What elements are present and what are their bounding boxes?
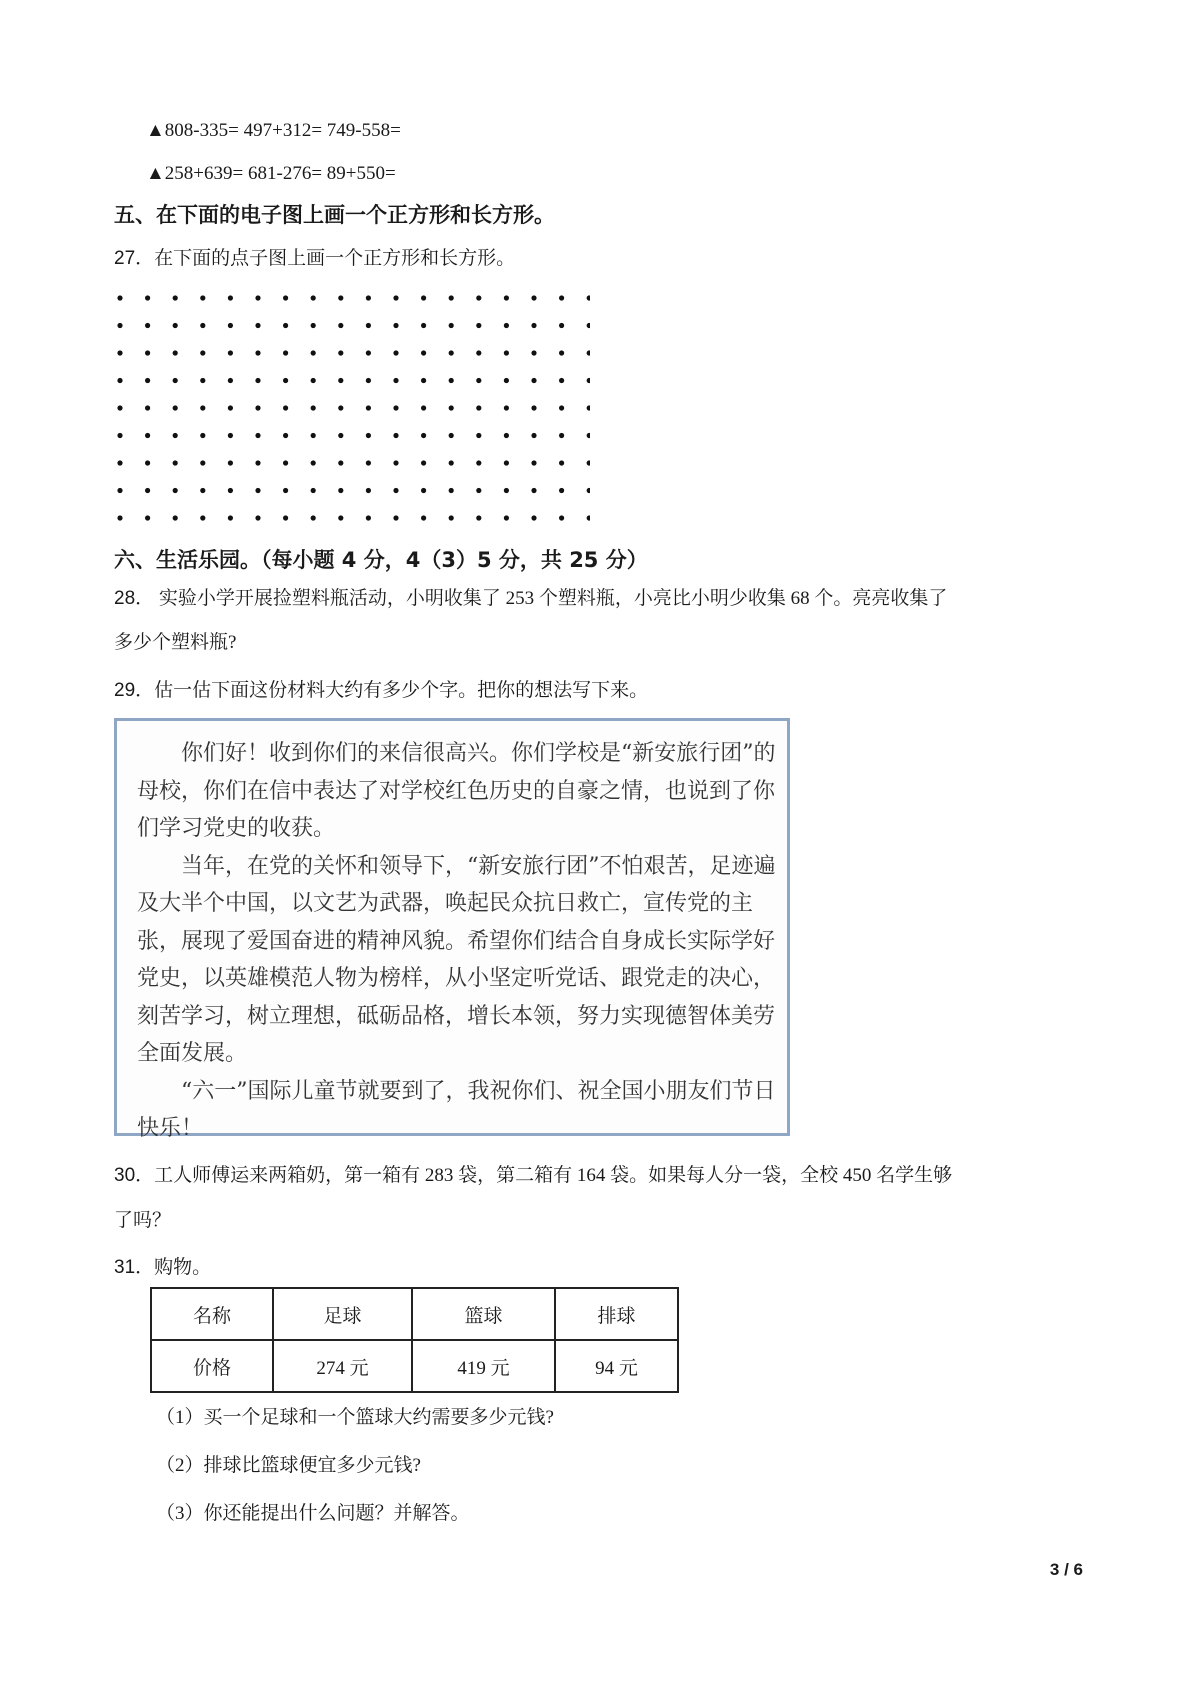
question-number: 31． (114, 1257, 155, 1278)
table-cell: 足球 (273, 1288, 412, 1340)
grid-dot[interactable] (228, 378, 233, 383)
grid-dot[interactable] (393, 323, 398, 328)
grid-dot[interactable] (145, 460, 150, 465)
grid-dot[interactable] (449, 323, 454, 328)
grid-dot[interactable] (366, 295, 371, 300)
grid-dot[interactable] (449, 378, 454, 383)
grid-dot[interactable] (117, 295, 122, 300)
grid-dot[interactable] (283, 350, 288, 355)
grid-dot[interactable] (283, 323, 288, 328)
grid-dot[interactable] (449, 515, 454, 520)
grid-dot[interactable] (311, 515, 316, 520)
grid-dot[interactable] (393, 515, 398, 520)
grid-dot[interactable] (255, 323, 260, 328)
grid-dot[interactable] (449, 488, 454, 493)
question-number: 30． (114, 1165, 155, 1186)
section-5-title: 五、在下面的电子图上画一个正方形和长方形。 (114, 203, 555, 227)
grid-dot[interactable] (476, 350, 481, 355)
grid-dot[interactable] (393, 460, 398, 465)
grid-dot[interactable] (145, 350, 150, 355)
grid-dot[interactable] (504, 378, 509, 383)
grid-dot[interactable] (504, 405, 509, 410)
grid-dot[interactable] (117, 378, 122, 383)
table-row (151, 1340, 678, 1392)
grid-dot[interactable] (228, 515, 233, 520)
grid-dot[interactable] (117, 433, 122, 438)
grid-dot[interactable] (531, 378, 536, 383)
grid-dot[interactable] (228, 460, 233, 465)
grid-dot[interactable] (421, 378, 426, 383)
grid-dot[interactable] (476, 515, 481, 520)
question-30 (114, 1160, 952, 1187)
grid-dot[interactable] (421, 488, 426, 493)
grid-dot[interactable] (366, 488, 371, 493)
section-6-title: 六、生活乐园。（每小题 4 分，4（3）5 分，共 25 分） (114, 548, 648, 572)
grid-dot[interactable] (255, 488, 260, 493)
grid-dot[interactable] (504, 488, 509, 493)
grid-dot[interactable] (587, 405, 590, 410)
table-cell: 274 元 (273, 1340, 412, 1392)
grid-dot[interactable] (366, 378, 371, 383)
table-cell: 419 元 (412, 1340, 555, 1392)
grid-dot[interactable] (559, 515, 564, 520)
calc-line-2: ▲258+639= 681-276= 89+550= (146, 163, 396, 184)
grid-dot[interactable] (587, 433, 590, 438)
table-cell: 排球 (555, 1288, 678, 1340)
grid-dot[interactable] (283, 295, 288, 300)
grid-dot[interactable] (559, 405, 564, 410)
grid-dot[interactable] (255, 350, 260, 355)
grid-dot[interactable] (338, 515, 343, 520)
grid-dot[interactable] (366, 433, 371, 438)
grid-dot[interactable] (366, 460, 371, 465)
grid-dot[interactable] (145, 405, 150, 410)
grid-dot[interactable] (117, 515, 122, 520)
grid-dot[interactable] (173, 378, 178, 383)
grid-dot[interactable] (559, 350, 564, 355)
grid-dot[interactable] (173, 488, 178, 493)
grid-dot[interactable] (587, 378, 590, 383)
grid-dot[interactable] (117, 488, 122, 493)
grid-dot[interactable] (283, 433, 288, 438)
grid-dot[interactable] (449, 295, 454, 300)
grid-dot[interactable] (283, 378, 288, 383)
grid-dot[interactable] (559, 433, 564, 438)
grid-dot[interactable] (504, 460, 509, 465)
grid-dot[interactable] (200, 350, 205, 355)
grid-dot[interactable] (531, 515, 536, 520)
grid-dot[interactable] (587, 460, 590, 465)
grid-dot[interactable] (145, 515, 150, 520)
question-text: 工人师傅运来两箱奶，第一箱有 283 袋，第二箱有 164 袋。如果每人分一袋，全校 450 名学生够 (154, 1165, 953, 1186)
grid-dot[interactable] (145, 295, 150, 300)
grid-dot[interactable] (283, 405, 288, 410)
grid-dot[interactable] (228, 295, 233, 300)
grid-dot[interactable] (173, 350, 178, 355)
grid-dot[interactable] (393, 350, 398, 355)
grid-dot[interactable] (366, 323, 371, 328)
grid-dot[interactable] (145, 433, 150, 438)
grid-dot[interactable] (283, 460, 288, 465)
subquestion-2: （2）排球比篮球便宜多少元钱? (156, 1455, 421, 1476)
table-cell: 价格 (151, 1340, 273, 1392)
grid-dot[interactable] (311, 295, 316, 300)
grid-dot[interactable] (173, 460, 178, 465)
grid-dot[interactable] (587, 515, 590, 520)
grid-dot[interactable] (449, 460, 454, 465)
grid-dot[interactable] (311, 350, 316, 355)
grid-dot[interactable] (145, 488, 150, 493)
question-text: 估一估下面这份材料大约有多少个字。把你的想法写下来。 (154, 680, 649, 701)
grid-dot[interactable] (200, 323, 205, 328)
question-text: 在下面的点子图上画一个正方形和长方形。 (154, 248, 516, 269)
grid-dot[interactable] (173, 515, 178, 520)
grid-dot[interactable] (338, 378, 343, 383)
grid-dot[interactable] (476, 433, 481, 438)
question-30-cont: 了吗？ (114, 1210, 172, 1231)
grid-dot[interactable] (504, 323, 509, 328)
grid-dot[interactable] (338, 433, 343, 438)
grid-dot[interactable] (476, 405, 481, 410)
grid-dot[interactable] (255, 378, 260, 383)
grid-dot[interactable] (393, 295, 398, 300)
grid-dot[interactable] (117, 460, 122, 465)
grid-dot[interactable] (559, 295, 564, 300)
grid-dot[interactable] (559, 378, 564, 383)
grid-dot[interactable] (311, 378, 316, 383)
grid-dot[interactable] (531, 460, 536, 465)
grid-dot[interactable] (283, 515, 288, 520)
grid-dot[interactable] (283, 488, 288, 493)
grid-dot[interactable] (449, 350, 454, 355)
grid-dot[interactable] (531, 433, 536, 438)
question-number: 29． (114, 680, 155, 701)
grid-dot[interactable] (338, 295, 343, 300)
grid-dot[interactable] (531, 488, 536, 493)
grid-dot[interactable] (393, 488, 398, 493)
grid-dot[interactable] (559, 460, 564, 465)
grid-dot[interactable] (338, 350, 343, 355)
grid-dot[interactable] (200, 460, 205, 465)
grid-dot[interactable] (559, 323, 564, 328)
grid-dot[interactable] (393, 433, 398, 438)
grid-dot[interactable] (504, 350, 509, 355)
grid-dot[interactable] (366, 405, 371, 410)
question-text: 购物。 (154, 1257, 212, 1278)
table-cell: 94 元 (555, 1340, 678, 1392)
grid-dot[interactable] (587, 488, 590, 493)
grid-dot[interactable] (228, 350, 233, 355)
grid-dot[interactable] (228, 433, 233, 438)
grid-dot[interactable] (200, 378, 205, 383)
grid-dot[interactable] (421, 515, 426, 520)
grid-dot[interactable] (255, 405, 260, 410)
grid-dot[interactable] (531, 350, 536, 355)
grid-dot[interactable] (200, 515, 205, 520)
grid-dot[interactable] (200, 405, 205, 410)
question-number: 27． (114, 248, 155, 269)
question-28-cont: 多少个塑料瓶? (114, 632, 237, 653)
passage-paragraph-1: 你们好！收到你们的来信很高兴。你们学校是“新安旅行团”的母校，你们在信中表达了对学校红色历史的自豪之情，也说到了你们学习党史的收获。 (137, 741, 776, 841)
grid-dot[interactable] (311, 460, 316, 465)
question-27 (114, 243, 515, 270)
question-29 (114, 675, 648, 702)
grid-dot[interactable] (531, 405, 536, 410)
grid-dot[interactable] (504, 515, 509, 520)
grid-dot[interactable] (338, 323, 343, 328)
dot-grid[interactable] (110, 287, 590, 529)
grid-dot[interactable] (476, 460, 481, 465)
grid-dot[interactable] (228, 405, 233, 410)
grid-dot[interactable] (421, 295, 426, 300)
page-number: 3 / 6 (1049, 1560, 1083, 1579)
grid-dot[interactable] (255, 433, 260, 438)
grid-dot[interactable] (311, 433, 316, 438)
passage-paragraph-3: “六一”国际儿童节就要到了，我祝你们、祝全国小朋友们节日快乐！ (137, 1078, 776, 1141)
question-text: 实验小学开展捡塑料瓶活动，小明收集了 253 个塑料瓶，小亮比小明少收集 68 个。亮亮收集了 (154, 588, 948, 609)
table-cell: 篮球 (412, 1288, 555, 1340)
grid-dot[interactable] (504, 433, 509, 438)
grid-dot[interactable] (421, 323, 426, 328)
grid-dot[interactable] (476, 378, 481, 383)
question-number: 28． (114, 588, 155, 609)
grid-dot[interactable] (366, 350, 371, 355)
grid-dot[interactable] (587, 323, 590, 328)
grid-dot[interactable] (145, 323, 150, 328)
grid-dot[interactable] (476, 323, 481, 328)
grid-dot[interactable] (338, 488, 343, 493)
grid-dot[interactable] (173, 433, 178, 438)
grid-dot[interactable] (421, 405, 426, 410)
grid-dot[interactable] (476, 295, 481, 300)
grid-dot[interactable] (449, 405, 454, 410)
grid-dot[interactable] (421, 433, 426, 438)
grid-dot[interactable] (476, 488, 481, 493)
grid-dot[interactable] (255, 295, 260, 300)
grid-dot[interactable] (531, 295, 536, 300)
grid-dot[interactable] (311, 323, 316, 328)
price-table (150, 1287, 679, 1393)
question-28 (114, 583, 947, 610)
grid-dot[interactable] (338, 460, 343, 465)
grid-dot[interactable] (117, 323, 122, 328)
grid-dot[interactable] (228, 323, 233, 328)
table-cell: 名称 (151, 1288, 273, 1340)
grid-dot[interactable] (228, 488, 233, 493)
reading-passage-box (114, 718, 790, 1141)
grid-dot[interactable] (421, 460, 426, 465)
grid-dot[interactable] (504, 295, 509, 300)
grid-dot[interactable] (587, 295, 590, 300)
grid-dot[interactable] (200, 433, 205, 438)
grid-dot[interactable] (173, 405, 178, 410)
grid-dot[interactable] (200, 295, 205, 300)
grid-dot[interactable] (173, 323, 178, 328)
calc-line-1: ▲808-335= 497+312= 749-558= (146, 120, 401, 141)
grid-dot[interactable] (145, 378, 150, 383)
grid-dot[interactable] (200, 488, 205, 493)
grid-dot[interactable] (173, 295, 178, 300)
grid-dot[interactable] (531, 323, 536, 328)
grid-dot[interactable] (421, 350, 426, 355)
grid-dot[interactable] (255, 515, 260, 520)
question-31 (114, 1252, 211, 1279)
table-row (151, 1288, 678, 1340)
grid-dot[interactable] (393, 378, 398, 383)
grid-dot[interactable] (449, 433, 454, 438)
subquestion-3: （3）你还能提出什么问题？并解答。 (156, 1503, 470, 1524)
grid-dot[interactable] (255, 460, 260, 465)
subquestion-1: （1）买一个足球和一个篮球大约需要多少元钱? (156, 1407, 554, 1428)
grid-dot[interactable] (366, 515, 371, 520)
grid-dot[interactable] (117, 405, 122, 410)
grid-dot[interactable] (393, 405, 398, 410)
grid-dot[interactable] (338, 405, 343, 410)
grid-dot[interactable] (587, 350, 590, 355)
grid-dot[interactable] (311, 488, 316, 493)
grid-dot[interactable] (117, 350, 122, 355)
grid-dot[interactable] (559, 488, 564, 493)
passage-paragraph-2: 当年，在党的关怀和领导下，“新安旅行团”不怕艰苦，足迹遍及大半个中国，以文艺为武器，唤起民众抗日救亡，宣传党的主张，展现了爱国奋进的精神风貌。希望你们结合自身成长实际学好党史，以英雄模范人物为榜样，从小坚定听党话、跟党走的决心，刻苦学习，树立理想，砥砺品格，增长本领，努力实现德智体美劳全面发展。 (137, 853, 776, 1066)
grid-dot[interactable] (311, 405, 316, 410)
